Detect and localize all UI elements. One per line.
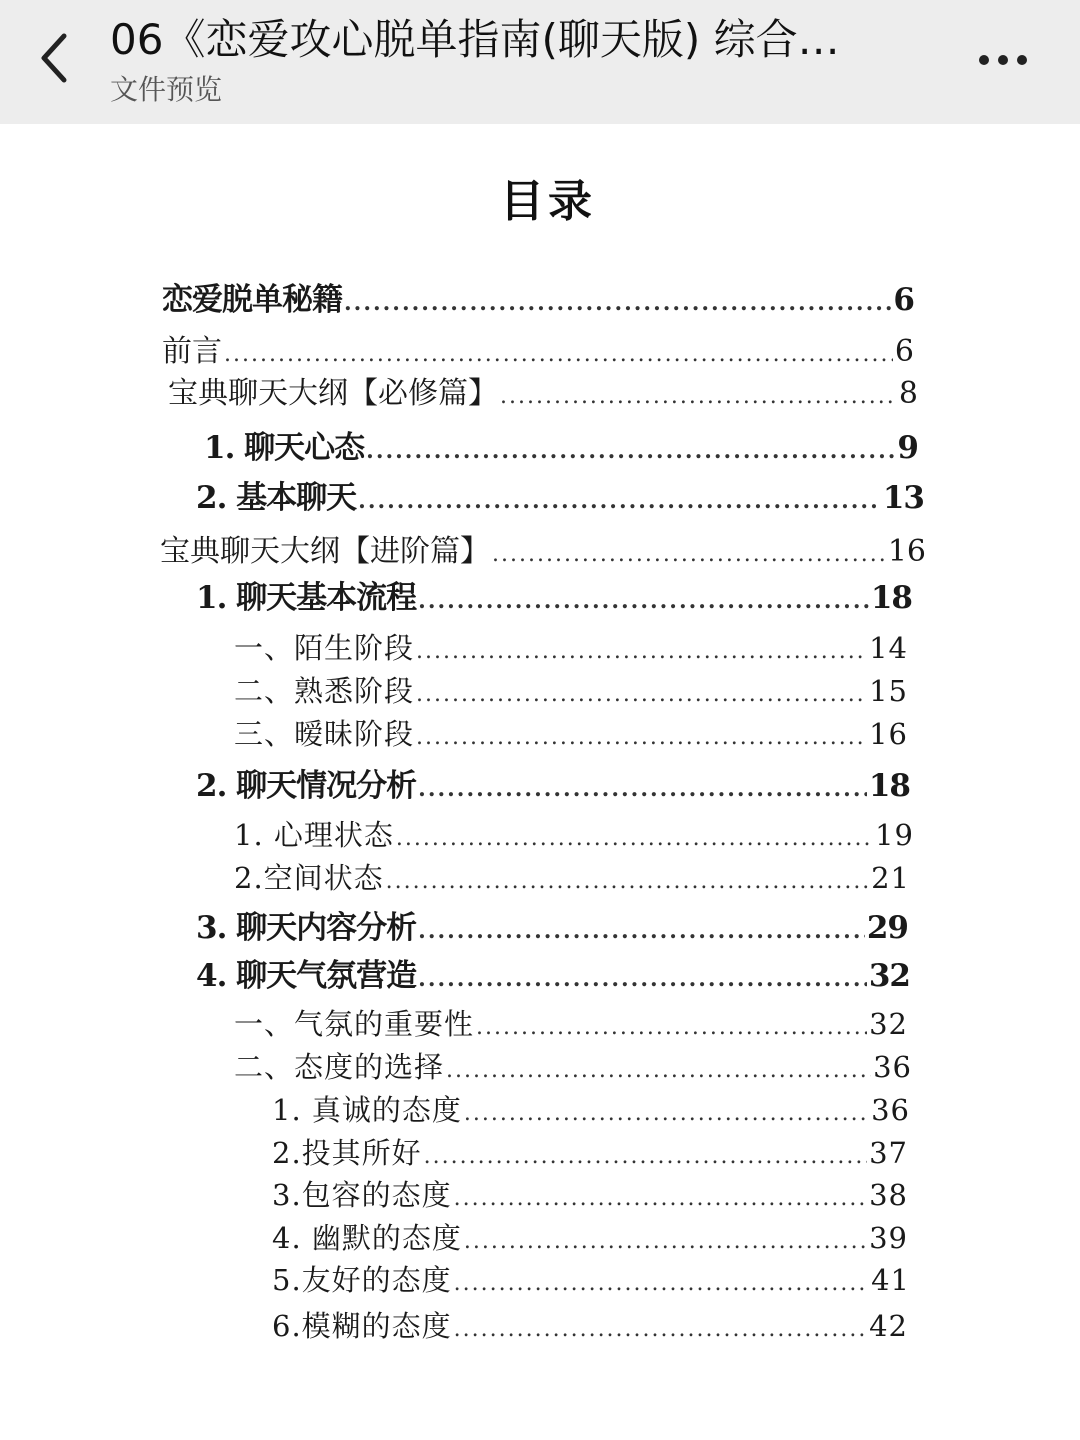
- toc-entry[interactable]: [196, 950, 910, 994]
- toc-leader-dots: [358, 488, 881, 514]
- toc-leader-dots: [416, 639, 867, 664]
- toc-entry-label: 2.空间状态: [234, 861, 384, 895]
- toc-leader-dots: [424, 1144, 867, 1169]
- toc-entry-label: 2. 聊天情况分析: [196, 768, 417, 804]
- toc-entry[interactable]: [196, 572, 912, 616]
- toc-entry[interactable]: [162, 274, 914, 318]
- toc-entry[interactable]: [234, 1045, 912, 1089]
- toc-entry[interactable]: [272, 1131, 908, 1175]
- toc-entry-label: 1. 真诚的态度: [272, 1093, 462, 1127]
- toc-entry-page: 32: [868, 958, 910, 994]
- more-horizontal-icon: [966, 40, 1046, 80]
- toc-leader-dots: [386, 869, 869, 894]
- toc-leader-dots: [500, 384, 897, 409]
- toc-entry[interactable]: [234, 813, 914, 857]
- toc-entry-label: 1. 聊天基本流程: [196, 580, 417, 616]
- toc-entry[interactable]: [234, 856, 910, 900]
- toc-leader-dots: [418, 588, 869, 614]
- toc-leader-dots: [418, 966, 867, 992]
- toc-entry-label: 4. 聊天气氛营造: [196, 958, 417, 994]
- toc-entry[interactable]: [272, 1088, 910, 1132]
- toc-entry-page: 39: [869, 1221, 908, 1255]
- toc-entry[interactable]: [196, 472, 924, 516]
- toc-entry[interactable]: [272, 1304, 908, 1348]
- toc-entry-label: 1. 聊天心态: [204, 430, 365, 466]
- toc-leader-dots: [418, 776, 867, 802]
- toc-entry-label: 6.模糊的态度: [272, 1309, 452, 1343]
- toc-leader-dots: [396, 826, 873, 851]
- toc-entry-label: 2. 基本聊天: [196, 480, 357, 516]
- top-navigation-bar: [0, 0, 1080, 124]
- toc-entry-label: 4. 幽默的态度: [272, 1221, 462, 1255]
- toc-entry-page: 6: [893, 282, 914, 318]
- toc-leader-dots: [454, 1271, 869, 1296]
- toc-heading: 目录: [500, 176, 596, 227]
- toc-entry[interactable]: [234, 712, 908, 756]
- toc-entry-label: 前言: [162, 334, 222, 369]
- toc-entry-page: 16: [869, 717, 908, 751]
- toc-entry-page: 29: [866, 910, 908, 946]
- toc-entry-page: 15: [869, 674, 908, 708]
- toc-entry[interactable]: [234, 669, 908, 713]
- toc-entry-page: 19: [875, 818, 914, 852]
- toc-entry-page: 18: [870, 580, 912, 616]
- more-options-button[interactable]: [966, 40, 1046, 80]
- toc-entry[interactable]: [196, 902, 908, 946]
- back-button[interactable]: [28, 26, 84, 90]
- toc-entry[interactable]: [162, 326, 914, 370]
- toc-leader-dots: [454, 1186, 867, 1211]
- toc-entry-label: 宝典聊天大纲【必修篇】: [168, 376, 498, 411]
- toc-entry-page: 42: [869, 1309, 908, 1343]
- document-subtitle: 文件预览: [110, 73, 223, 106]
- toc-entry-page: 14: [869, 631, 908, 665]
- toc-leader-dots: [464, 1229, 867, 1254]
- toc-entry-label: 2.投其所好: [272, 1136, 422, 1170]
- toc-entry-page: 36: [873, 1050, 912, 1084]
- toc-leader-dots: [416, 725, 867, 750]
- toc-entry[interactable]: [234, 626, 908, 670]
- toc-entry-page: 37: [869, 1136, 908, 1170]
- toc-leader-dots: [476, 1015, 867, 1040]
- chevron-left-icon: [28, 26, 84, 90]
- toc-entry-page: 18: [868, 768, 910, 804]
- toc-entry-page: 41: [871, 1263, 910, 1297]
- toc-entry-label: 三、暧昧阶段: [234, 717, 415, 751]
- toc-entry-label: 3. 聊天内容分析: [196, 910, 417, 946]
- toc-leader-dots: [224, 342, 893, 367]
- document-title: 06《恋爱攻心脱单指南(聊天版) 综合…: [110, 15, 840, 64]
- toc-leader-dots: [464, 1101, 869, 1126]
- toc-entry-page: 38: [869, 1178, 908, 1212]
- toc-entry[interactable]: [272, 1258, 910, 1302]
- toc-entry[interactable]: [196, 760, 910, 804]
- toc-entry-page: 6: [894, 334, 914, 369]
- toc-leader-dots: [366, 438, 895, 464]
- toc-entry-page: 13: [882, 480, 924, 516]
- toc-entry-label: 二、熟悉阶段: [234, 674, 415, 708]
- toc-leader-dots: [416, 682, 867, 707]
- toc-entry-label: 5.友好的态度: [272, 1263, 452, 1297]
- toc-entry-page: 16: [887, 534, 926, 569]
- toc-entry[interactable]: [168, 368, 918, 412]
- toc-entry-page: 8: [898, 376, 918, 411]
- toc-entry-label: 1. 心理状态: [234, 818, 394, 852]
- toc-entry-label: 一、陌生阶段: [234, 631, 415, 665]
- toc-entry[interactable]: [160, 526, 926, 570]
- toc-entry[interactable]: [272, 1173, 908, 1217]
- toc-entry-page: 9: [897, 430, 918, 466]
- toc-entry-page: 36: [871, 1093, 910, 1127]
- toc-leader-dots: [418, 918, 865, 944]
- toc-entry-page: 21: [871, 861, 910, 895]
- toc-entry-label: 3.包容的态度: [272, 1178, 452, 1212]
- toc-entry-label: 一、气氛的重要性: [234, 1007, 475, 1041]
- toc-entry[interactable]: [234, 1002, 908, 1046]
- toc-leader-dots: [454, 1317, 867, 1342]
- toc-entry-label: 宝典聊天大纲【进阶篇】: [160, 534, 490, 569]
- toc-leader-dots: [446, 1058, 871, 1083]
- toc-entry[interactable]: [204, 422, 918, 466]
- toc-leader-dots: [492, 542, 886, 567]
- toc-entry[interactable]: [272, 1216, 908, 1260]
- toc-entry-label: 二、态度的选择: [234, 1050, 445, 1084]
- toc-entry-page: 32: [869, 1007, 908, 1041]
- toc-entry-label: 恋爱脱单秘籍: [162, 282, 342, 318]
- toc-leader-dots: [344, 290, 891, 316]
